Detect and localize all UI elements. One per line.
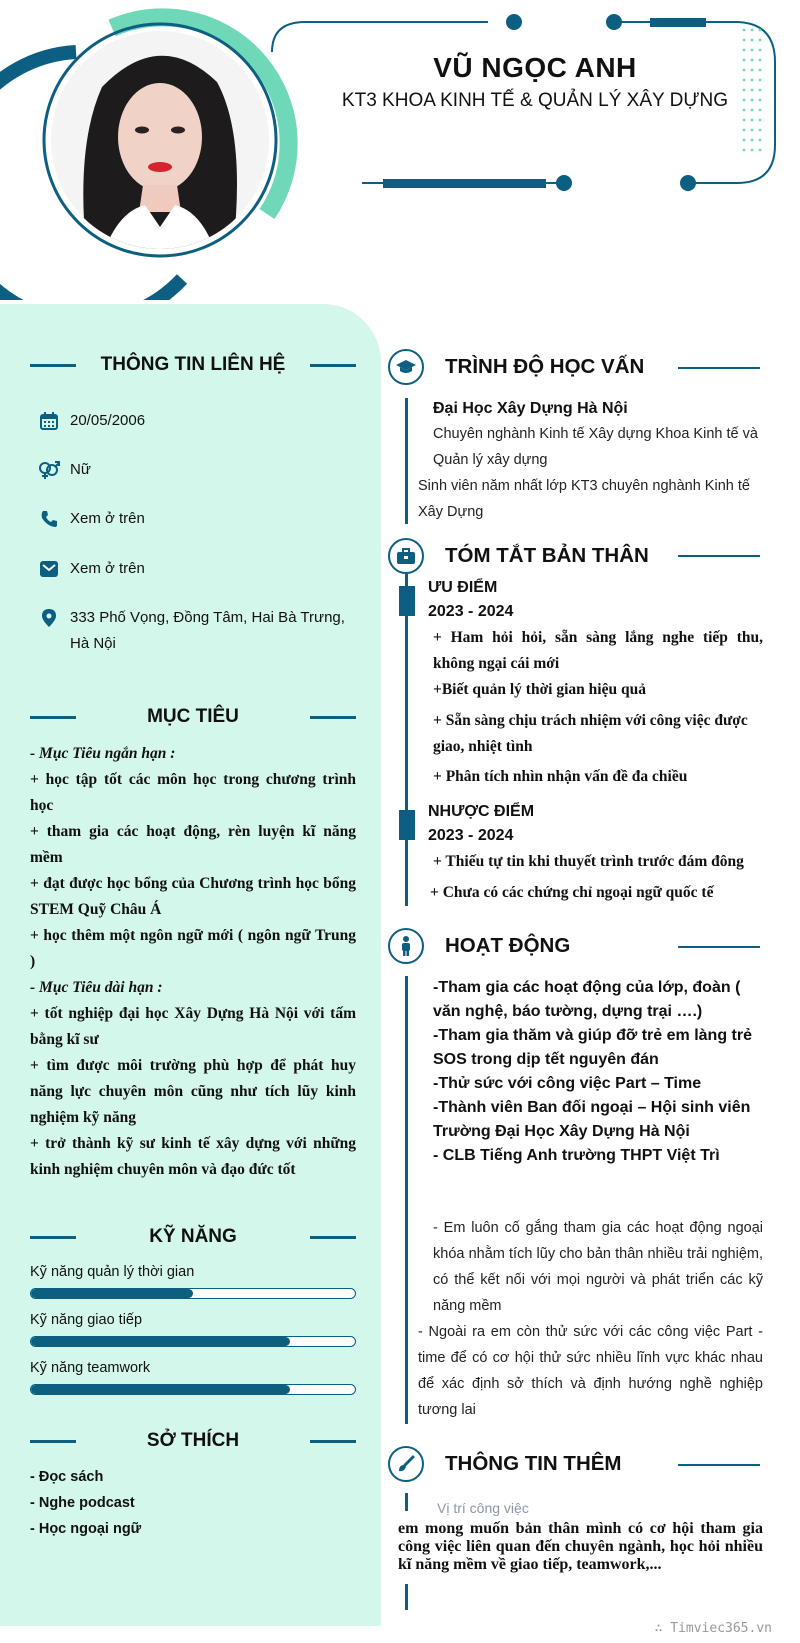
brush-icon [388, 1446, 424, 1482]
extra-title: THÔNG TIN THÊM [445, 1452, 622, 1475]
strength-item: + Ham hỏi hỏi, sẵn sàng lắng nghe tiếp thu, không ngại cái mới [433, 629, 763, 672]
candidate-name: VŨ NGỌC ANH [433, 52, 637, 83]
section-rule [678, 1464, 760, 1466]
timeline-line [405, 1493, 408, 1511]
goals-content [30, 741, 356, 1183]
goals-long-label: - Mục Tiêu dài hạn : [30, 979, 163, 996]
contact-dob-text: 20/05/2006 [70, 412, 146, 429]
strength-item: +Biết quản lý thời gian hiệu quả [433, 681, 646, 698]
profile-photo [47, 27, 273, 253]
skills-title-text: KỸ NĂNG [149, 1226, 237, 1247]
skill-item [30, 1264, 356, 1299]
person-icon [388, 928, 424, 964]
timeline-line [405, 1584, 408, 1610]
goal-item: + học tập tốt các môn học trong chương trình học [30, 771, 356, 814]
job-position-placeholder[interactable]: Vị trí công việc [437, 1500, 529, 1516]
activity-item: -Thành viên Ban đối ngoại – Hội sinh viên Trường Đại Học Xây Dựng Hà Nội [433, 1099, 751, 1140]
extra-text: em mong muốn bản thân mình có cơ hội tham gia công việc liên quan đến chuyên ngành, học hỏi nhiều kĩ năng mềm về giao tiếp, teamwork,... [398, 1520, 763, 1573]
timeline-marker [399, 810, 415, 840]
contact-phone [38, 506, 348, 532]
education-school: Đại Học Xây Dựng Hà Nội [433, 400, 628, 417]
activity-item: -Tham gia các hoạt động của lớp, đoàn ( văn nghệ, báo tường, dựng trại ….) [433, 979, 741, 1020]
contact-title-text: THÔNG TIN LIÊN HỆ [100, 354, 286, 375]
activities-paragraph: - Em luôn cố gắng tham gia các hoạt động ngoại khóa nhằm tích lũy cho bản thân nhiều trải nghiệm, có thể kết nối với mọi người và phát triển các kỹ năng mềm [433, 1220, 763, 1314]
strengths-label: ƯU ĐIỂM [428, 579, 498, 596]
activity-item: -Tham gia thăm và giúp đỡ trẻ em làng trẻ SOS trong dịp tết nguyên đán [433, 1027, 752, 1068]
section-rule [678, 555, 760, 557]
hobbies-section-title [30, 1430, 356, 1452]
weaknesses-label: NHƯỢC ĐIỂM [428, 803, 535, 820]
skill-item [30, 1360, 356, 1395]
hobbies-list [30, 1464, 141, 1542]
skill-bar-fill [31, 1385, 290, 1394]
activities-list [433, 976, 768, 1168]
activities-title: HOẠT ĐỘNG [445, 934, 571, 957]
contact-gender [38, 457, 348, 483]
phone-icon [38, 506, 60, 532]
goal-item: + trở thành kỹ sư kinh tế xây dựng với những kinh nghiệm chuyên môn và đạo đức tốt [30, 1135, 356, 1178]
summary-title: TÓM TẮT BẢN THÂN [445, 544, 649, 567]
education-major: Chuyên nghành Kinh tế Xây dựng Khoa Kinh tế và Quản lý xây dựng [433, 426, 758, 468]
hobby-item: - Nghe podcast [30, 1495, 135, 1511]
contact-email-text: Xem ở trên [70, 560, 145, 577]
section-rule [678, 946, 760, 948]
goal-item: + tham gia các hoạt động, rèn luyện kĩ năng mềm [30, 823, 356, 866]
contact-section-title [30, 354, 356, 376]
goal-item: + đạt được học bổng của Chương trình học bổng STEM Quỹ Châu Á [30, 875, 356, 918]
goals-section-title [30, 706, 356, 728]
skill-bar [30, 1288, 356, 1299]
gender-icon [38, 457, 60, 483]
contact-email [38, 556, 348, 582]
goal-item: + tốt nghiệp đại học Xây Dựng Hà Nội với tấm bằng kĩ sư [30, 1005, 356, 1048]
contact-address [38, 605, 348, 657]
contact-phone-text: Xem ở trên [70, 510, 145, 527]
goals-short-label: - Mục Tiêu ngắn hạn : [30, 745, 176, 762]
briefcase-icon [388, 538, 424, 574]
skill-bar-fill [31, 1337, 290, 1346]
education-title: TRÌNH ĐỘ HỌC VẤN [445, 355, 645, 378]
hobbies-title-text: SỞ THÍCH [146, 1430, 240, 1451]
contact-dob [38, 408, 348, 434]
skill-bar [30, 1384, 356, 1395]
goals-title-text: MỤC TIÊU [147, 706, 239, 727]
activities-paragraph: - Ngoài ra em còn thử sức với các công việc Part - time để có cơ hội thử sức nhiều lĩnh vực khác nhau để xác định sở thích và định hướng nghề nghiệp tương lai [418, 1324, 763, 1418]
calendar-icon [38, 408, 60, 434]
location-icon [38, 605, 60, 631]
weakness-item: + Thiếu tự tin khi thuyết trình trước đám đông [433, 853, 744, 870]
activity-item: - CLB Tiếng Anh trường THPT Việt Trì [433, 1147, 720, 1164]
skills-section-title [30, 1226, 356, 1248]
skill-label: Kỹ năng quản lý thời gian [30, 1264, 195, 1280]
skill-label: Kỹ năng giao tiếp [30, 1312, 143, 1328]
timeline-marker [399, 586, 415, 616]
weaknesses-period: 2023 - 2024 [428, 827, 514, 844]
skill-bar [30, 1336, 356, 1347]
timeline-line [405, 398, 408, 524]
strength-item: + Phân tích nhìn nhận vấn đề đa chiều [433, 768, 688, 785]
skill-label: Kỹ năng teamwork [30, 1360, 151, 1376]
weakness-item: + Chưa có các chứng chỉ ngoại ngữ quốc tế [430, 884, 714, 901]
hobby-item: - Học ngoại ngữ [30, 1521, 142, 1537]
footer-brand: ∴ Timviec365.vn [654, 1621, 772, 1636]
strength-item: + Sẵn sàng chịu trách nhiệm với công việc được giao, nhiệt tình [433, 712, 748, 755]
candidate-subtitle: KT3 KHOA KINH TẾ & QUẢN LÝ XÂY DỰNG [341, 90, 729, 111]
timeline-line [405, 574, 408, 906]
graduation-cap-icon [388, 349, 424, 385]
activity-item: -Thử sức với công việc Part – Time [433, 1075, 702, 1092]
contact-gender-text: Nữ [70, 461, 91, 478]
timeline-line [405, 976, 408, 1424]
contact-address-text: 333 Phố Vọng, Đồng Tâm, Hai Bà Trưng, Hà Nội [70, 609, 345, 652]
hobby-item: - Đọc sách [30, 1469, 104, 1485]
goal-item: + học thêm một ngôn ngữ mới ( ngôn ngữ Trung ) [30, 927, 356, 970]
goal-item: + tìm được môi trường phù hợp để phát huy năng lực chuyên môn cũng như tích lũy kinh nghiệm kỹ năng [30, 1057, 356, 1126]
strengths-period: 2023 - 2024 [428, 603, 514, 620]
education-note: Sinh viên năm nhất lớp KT3 chuyên nghành Kinh tế Xây Dựng [418, 478, 750, 520]
section-rule [678, 367, 760, 369]
email-icon [38, 556, 60, 582]
skill-item [30, 1312, 356, 1347]
skill-bar-fill [31, 1289, 193, 1298]
